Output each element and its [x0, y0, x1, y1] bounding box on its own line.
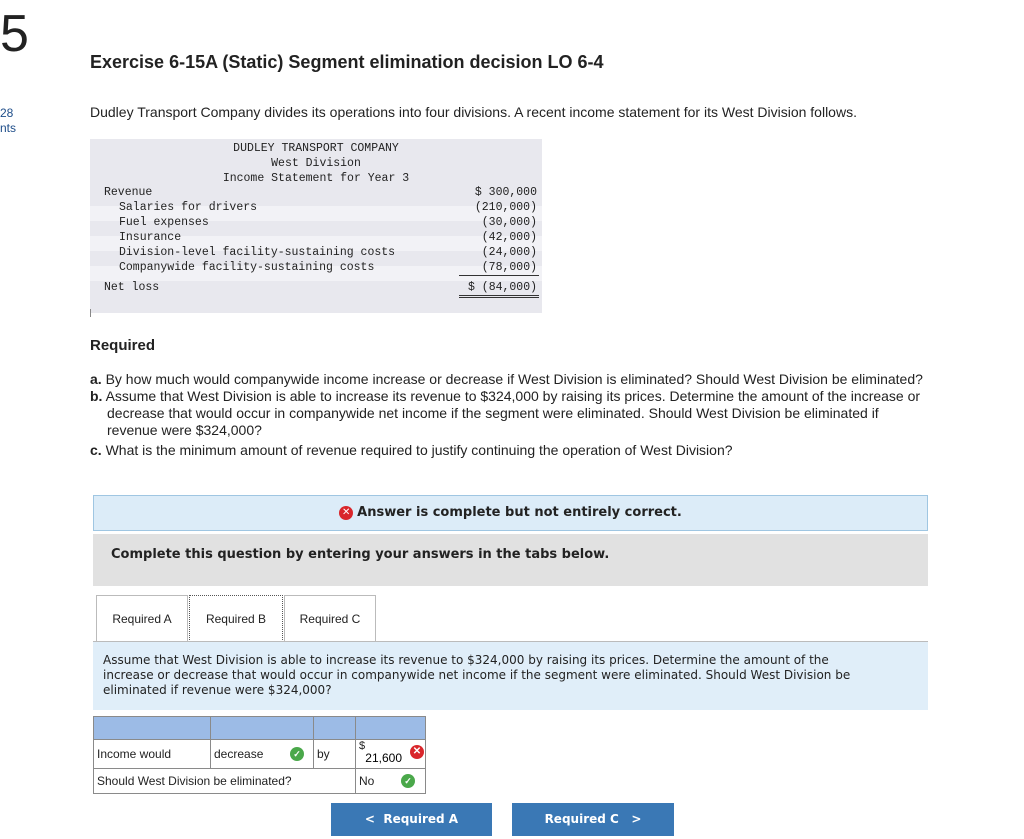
check-circle-icon: ✓ [401, 774, 415, 788]
chevron-left-icon: < [364, 812, 375, 826]
points-value: 28 [0, 106, 14, 120]
required-b-text: Assume that West Division is able to increase its revenue to $324,000 by raising its prices. Determine the amount of the increase or [105, 388, 921, 404]
answer-table [93, 716, 426, 794]
tab-label: Required C [299, 612, 361, 626]
prev-tab-button[interactable] [331, 803, 492, 836]
direction-cell [211, 740, 314, 769]
required-heading: Required [90, 337, 156, 354]
required-c-text: What is the minimum amount of revenue required to justify continuing the operation of West Division? [105, 442, 733, 458]
required-c [90, 442, 1015, 459]
required-c-key: c. [90, 442, 102, 458]
eliminate-cell [356, 769, 426, 794]
tab-prompt [93, 642, 928, 710]
required-b-key: b. [90, 388, 103, 404]
expense-value: (42,000) [481, 231, 537, 244]
expense-label: Division-level facility-sustaining costs [119, 246, 396, 259]
eliminate-question-label: Should West Division be eliminated? [94, 769, 356, 794]
net-loss-value: $ (84,000) [467, 281, 537, 294]
next-tab-label: Required C [544, 812, 619, 826]
revenue-label: Revenue [104, 186, 153, 199]
header-cell [314, 717, 356, 740]
currency-symbol: $ [359, 740, 366, 752]
prompt-line: Assume that West Division is able to increase its revenue to $324,000 by raising its prices. Determine the amount of the [103, 653, 829, 667]
expense-value: (78,000) [481, 261, 537, 274]
required-a-key: a. [90, 371, 102, 387]
subtotal-underline [459, 275, 539, 276]
question-points [0, 106, 16, 136]
expense-label: Insurance [119, 231, 182, 244]
required-b-text: decrease that would occur in companywide net income if the segment were eliminated. Should West Division be eliminated if [107, 405, 879, 421]
expense-value: (210,000) [474, 201, 537, 214]
tab-label: Required A [112, 612, 172, 626]
required-b [90, 388, 1015, 439]
answer-status-text: Answer is complete but not entirely correct. [357, 505, 682, 520]
answer-status-banner [93, 495, 928, 531]
x-circle-icon: ✕ [339, 506, 353, 520]
amount-cell [356, 740, 426, 769]
income-statement [90, 139, 542, 313]
prev-tab-label: Required A [383, 812, 459, 826]
chevron-right-icon: > [631, 812, 642, 826]
header-cell [356, 717, 426, 740]
total-double-underline [459, 295, 539, 298]
answer-row-eliminate [94, 769, 426, 794]
instructions-text: Complete this question by entering your answers in the tabs below. [111, 547, 610, 562]
question-number: 5 [0, 5, 29, 63]
expense-label: Salaries for drivers [119, 201, 258, 214]
expense-label: Companywide facility-sustaining costs [119, 261, 375, 274]
answer-header-row [94, 717, 426, 740]
statement-period: Income Statement for Year 3 [222, 172, 410, 185]
required-a-text: By how much would companywide income increase or decrease if West Division is eliminated? Should West Division be eliminated? [105, 371, 923, 387]
expense-label: Fuel expenses [119, 216, 209, 229]
header-cell [94, 717, 211, 740]
expense-value: (24,000) [481, 246, 537, 259]
by-label: by [314, 740, 356, 769]
expense-value: (30,000) [481, 216, 537, 229]
net-loss-label: Net loss [104, 281, 160, 294]
statement-edge [90, 309, 91, 317]
prompt-line: eliminated if revenue were $324,000? [103, 683, 332, 697]
exercise-title: Exercise 6-15A (Static) Segment elimination decision LO 6-4 [90, 52, 604, 72]
tab-required-a[interactable] [96, 595, 188, 642]
check-circle-icon: ✓ [290, 747, 304, 761]
tab-required-b[interactable] [189, 595, 283, 642]
prompt-line: increase or decrease that would occur in companywide net income if the segment were eliminated. Should West Division be [103, 668, 851, 682]
direction-select[interactable]: decrease [214, 747, 264, 762]
tab-required-c[interactable] [284, 595, 376, 642]
next-tab-button[interactable] [512, 803, 674, 836]
statement-division: West Division [271, 157, 361, 170]
eliminate-select[interactable]: No [359, 774, 375, 789]
statement-company: DUDLEY TRANSPORT COMPANY [233, 142, 399, 155]
instructions-bar [93, 534, 928, 586]
answer-row-income [94, 740, 426, 769]
tab-label: Required B [205, 612, 267, 626]
required-a [90, 371, 1015, 388]
exercise-intro: Dudley Transport Company divides its operations into four divisions. A recent income statement for its West Division follows. [90, 104, 857, 120]
revenue-value: $ 300,000 [474, 186, 537, 199]
x-circle-icon: ✕ [410, 745, 424, 759]
header-cell [211, 717, 314, 740]
income-would-label: Income would [94, 740, 211, 769]
amount-input[interactable] [362, 751, 402, 765]
points-label: nts [0, 121, 17, 135]
required-b-text: revenue were $324,000? [107, 422, 262, 438]
